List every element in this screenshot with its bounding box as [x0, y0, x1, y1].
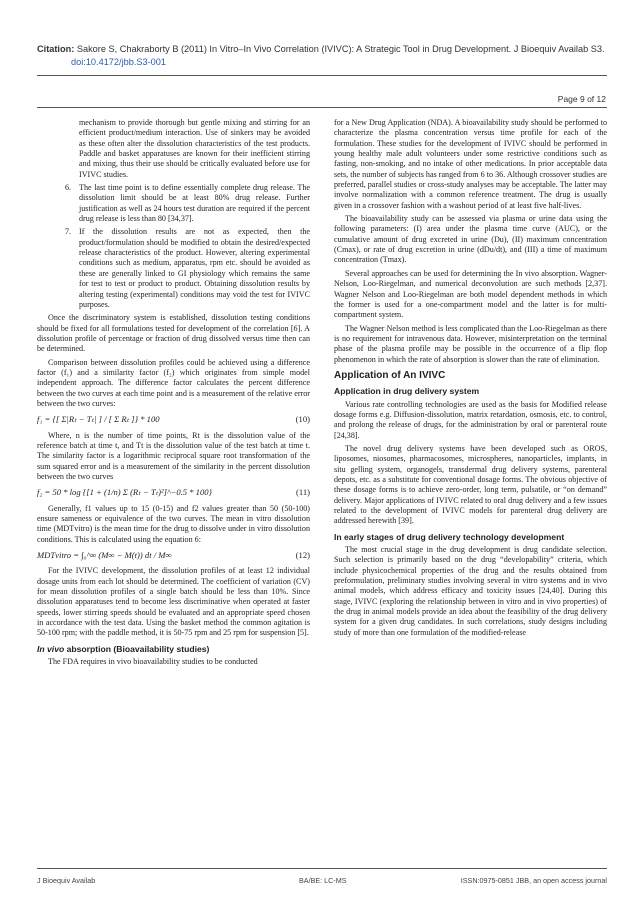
paragraph: Comparison between dissolution profiles could be achieved using a difference factor (f₁) and a similarity factor (f₂) which originates from simple model independent approach. The difference factor calculates the percent difference between the two curves at each time point and is a measurement of the relative error between the two curves: [37, 357, 310, 408]
page-rule [37, 107, 607, 108]
equation-text: MDTvitro = ∫₀^∞ (M∞ − M(t)) dt / M∞ [37, 550, 172, 561]
list [37, 118, 310, 310]
paragraph: The novel drug delivery systems have been developed such as OROS, liposomes, niosomes, pharmacosomes, microspheres, nanoparticles, implants, in situ gelling system, organogels, transdermal drug delivery systems, parenteral depots, etc. as a substitute for conventional dosage forms. The obvious objective of these dosage forms is to achieve zero-order, long term, pulsatile, or “on demand” delivery. Major applications of IVIVC related to oral drug delivery and a few issues related to the development of IVIVC models for parenteral drug delivery are addressed herewith [39]. [334, 443, 607, 526]
paragraph: Generally, f1 values up to 15 (0-15) and f2 values greater than 50 (50-100) ensure sameness or equivalence of the two curves. The mean in vitro dissolution time (MDTvitro) is the mean time for the drug to dissolve under in vitro dissolution conditions. This is calculated using the equation 6: [37, 503, 310, 544]
equation-text: f₂ = 50 * log {[1 + (1/n) Σ (Rₜ − Tₜ)²]^−0.5 * 100} [37, 487, 212, 498]
paragraph: The FDA requires in vivo bioavailability studies to be conducted [48, 657, 258, 667]
citation-text: Sakore S, Chakraborty B (2011) In Vitro–In Vivo Correlation (IVIVC): A Strategic Tool in Drug Development. J Bioequiv Availab S3. [76, 44, 605, 54]
section-heading [37, 644, 310, 654]
paragraph: Where, n is the number of time points, Rt is the dissolution value of the reference batch at time t, and Tt is the dissolution value of the test batch at time t. The similarity factor is a logarithmic reciprocal square root transformation of the sum squared error and is a measurement of the similarity in the percent dissolution between the two curves [37, 430, 310, 481]
footer-section: BA/BE: LC-MS [299, 876, 347, 885]
page-number: Page 9 of 12 [557, 94, 606, 104]
list-item-text: If the dissolution results are not as expected, then the product/formulation should be modified to obtain the desired/expected release characteristics of the product. However, altering experimental conditions such as medium, apparatus, rpm etc. should be avoided as these are generally linked to GI physiology which remains the same for test to test or product to product. Obtaining dissolution results by altering testing (experimental) conditions may void the test for IVIVC purposes. [79, 227, 310, 309]
equation-number: (10) [295, 414, 310, 425]
equation-number: (12) [295, 550, 310, 561]
equation-text: f₁ = {[ Σ|Rₜ − Tₜ| ] / [ Σ Rₜ ]} * 100 [37, 414, 160, 425]
heading-italic: In vivo [37, 643, 65, 654]
list-item-number: 7. [65, 227, 72, 237]
citation-label: Citation: [37, 44, 75, 54]
list-item-text: The last time point is to define essentially complete drug release. The dissolution limit should be at least 80% drug release. Further justification as well as 24 hours test duration are required if the percent drug release is less than 80 [34,37]. [79, 183, 310, 224]
list-item [37, 118, 310, 180]
citation [37, 43, 607, 69]
subsection-heading: In early stages of drug delivery technology development [334, 531, 565, 542]
subsection-heading: Application in drug delivery system [334, 386, 480, 397]
paragraph: Several approaches can be used for determining the In vivo absorption. Wagner-Nelson, Loo-Riegelman, and numerical deconvolution are such methods [2,37]. Wagner Nelson and Loo-Riegelman are both model dependent methods in which the former is used for a one-compartment model and the latter is for multi-compartment system. [334, 268, 607, 320]
paragraph: The bioavailability study can be assessed via plasma or urine data using the following parameters: (I) area under the plasma time curve (AUC), or the cumulative amount of drug excreted in urine (Du), (II) maximum concentration (Cmax), or rate of drug excretion in urine (dDu/dt), and (III) a time of maximum concentration (Tmax). [334, 214, 607, 265]
list-item-number: 6. [65, 183, 72, 193]
paragraph: Once the discriminatory system is established, dissolution testing conditions should be fixed for all formulations tested for development of the correlation [6]. A dissolution profile of percentage or fraction of drug dissolved versus time then can be determined. [37, 313, 310, 354]
footer-journal: J Bioequiv Availab [37, 876, 96, 885]
heading-text: absorption (Bioavailability studies) [64, 643, 210, 654]
list-item [37, 183, 310, 224]
paragraph: The most crucial stage in the drug development is drug candidate selection. Such selection is primarily based on the drug “developability” criteria, which include physicochemical properties of the drug and the results obtained from preformulation, preliminary studies involving several in vitro systems and in vivo animal models, which address efficacy and toxicity issues [24,40]. During this stage, IVIVC (exploring the relationship between in vitro and in vivo properties) of the drug in animal models provide an idea about the feasibility of the drug delivery system for a given drug candidates. In such correlations, study designs including study of more than one formulation of the modified-release [334, 545, 607, 637]
list-item-text: mechanism to provide thorough but gentle mixing and stirring for an efficient product/medium interaction. Use of sinkers may be avoided as these often alter the dissolution characteristics of the test products. Paddle and basket apparatuses are known for their inefficient stirring and mixing, thus their use should be critically evaluated before use for IVIVC studies. [79, 118, 310, 179]
equation-number: (11) [296, 487, 310, 498]
doi-link[interactable]: doi:10.4172/jbb.S3-001 [71, 57, 167, 67]
equation-11 [37, 487, 310, 497]
paragraph: Various rate controlling technologies are used as the basis for Modified release dosage forms e.g. Diffusion-dissolution, matrix retardation, osmosis, etc. to control, and prolong the release of drugs, for the administration by oral or parenteral route [24,38]. [334, 399, 607, 440]
section-heading: Application of An IVIVC [334, 369, 446, 381]
equation-10 [37, 414, 310, 424]
paragraph: for a New Drug Application (NDA). A bioavailability study should be performed to characterize the plasma concentration versus time profile for each of the formulation. These studies for the development of IVIVC should be performed in young healthy male adult volunteers under some restrictive conditions such as fasting, non-smoking, and no intake of other medications. In prior acceptable data sets, the number of subjects has ranged from 6 to 36. Although crossover studies are preferred, parallel studies or cross-study analyses may be acceptable. The latter may involve normalization with a common reference treatment. The drug is usually given in a crossover fashion with a washout period of at least five half-lives. [334, 118, 607, 210]
paragraph: For the IVIVC development, the dissolution profiles of at least 12 individual dosage units from each lot should be determined. The coefficient of variation (CV) for mean dissolution profiles of a single batch should be less than 10%. Since dissolution apparatuses tend to become less discriminative when operated at faster speeds, lower stirring speeds should be evaluated and an appropriate speed chosen in accordance with the test data. Using the basket method the common agitation is 50-100 rpm; with the paddle method, it is 50-75 rpm and 25 rpm for suspension [5]. [37, 566, 310, 638]
equation-12 [37, 550, 310, 560]
footer-issn: ISSN:0975-0851 JBB, an open access journal [460, 876, 607, 885]
footer [37, 876, 607, 885]
paragraph: The Wagner Nelson method is less complicated than the Loo-Riegelman as there is no requirement for intravenous data. However, misinterpretation on the terminal phase of the plasma profile may be possible in the occurrence of a flip flop phenomenon in which the rate of absorption is slower than the rate of elimination. [334, 323, 607, 364]
left-column [37, 118, 310, 671]
footer-rule [37, 868, 607, 869]
header-rule [37, 75, 607, 76]
right-column [334, 118, 607, 641]
list-item [37, 227, 310, 310]
